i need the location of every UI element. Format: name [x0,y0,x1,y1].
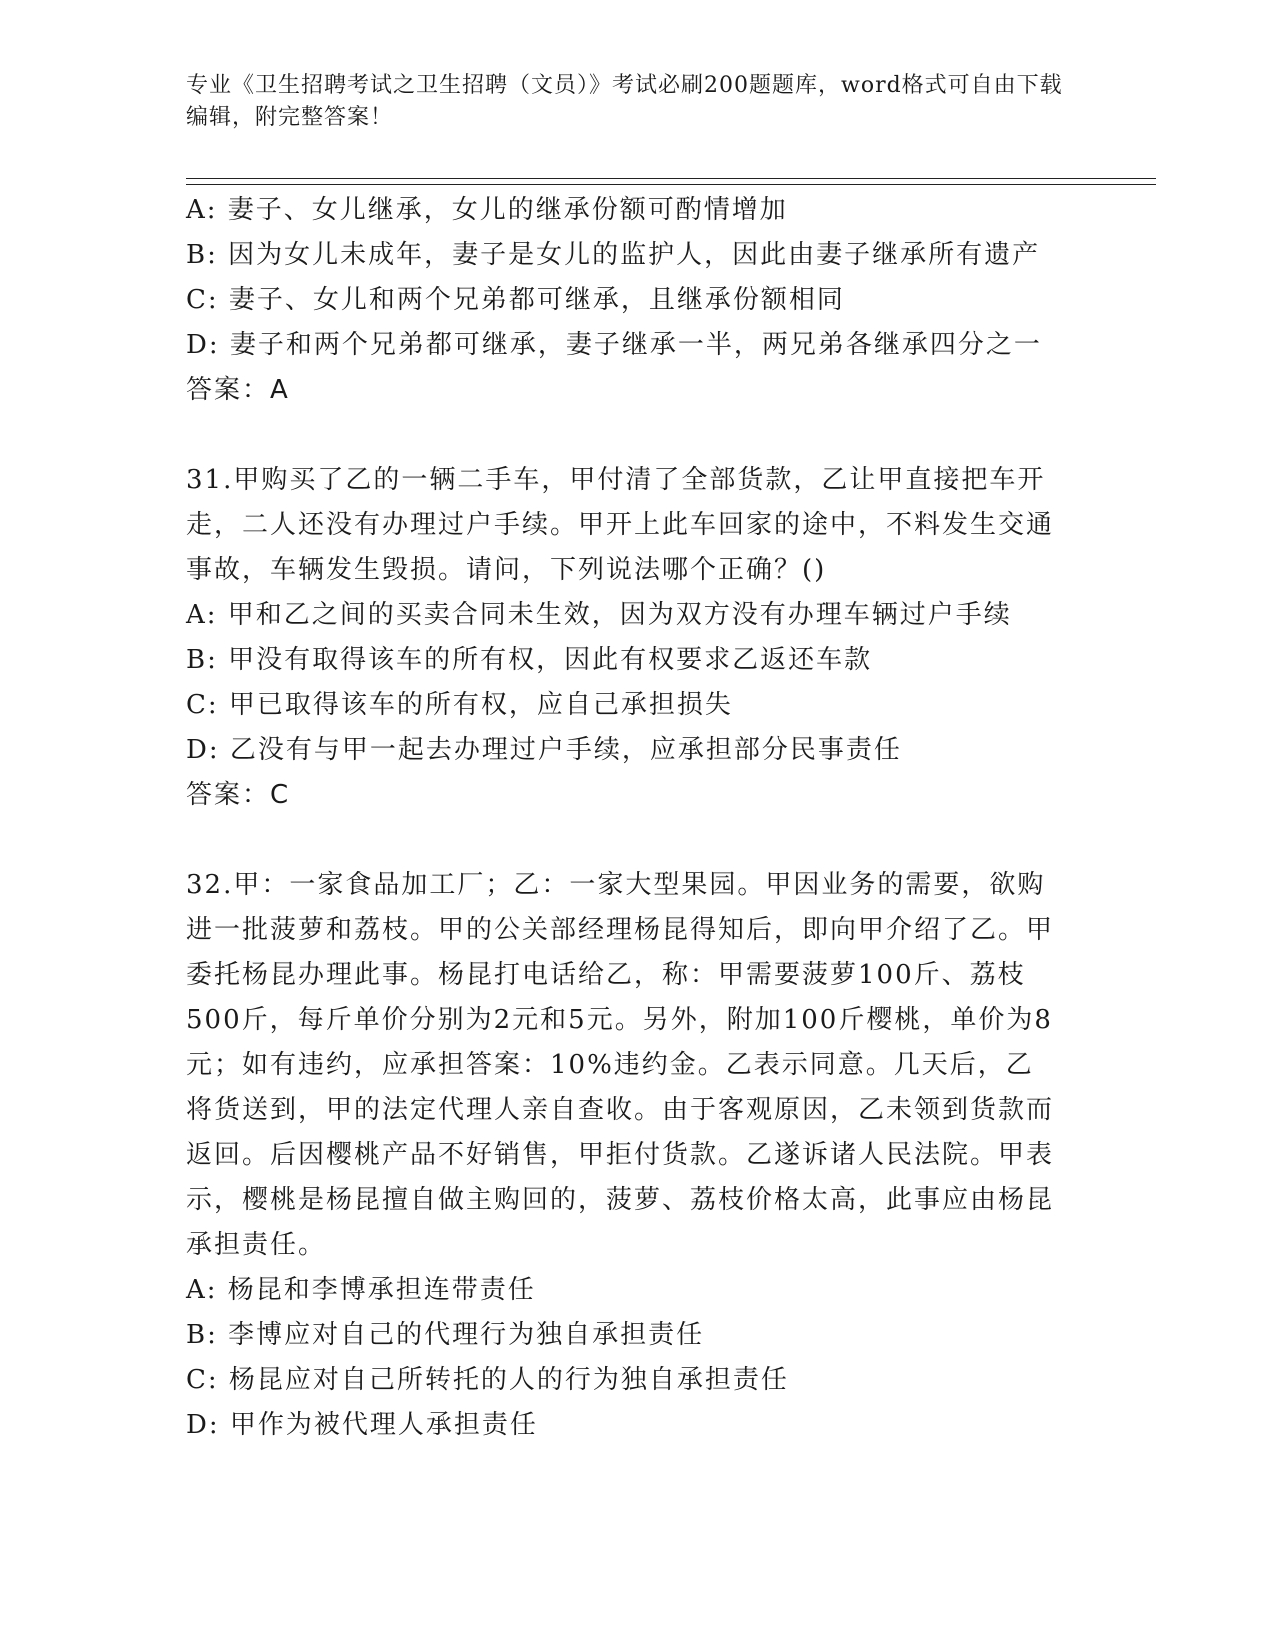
answer: 答案：A [186,375,290,405]
option-b: B: 甲没有取得该车的所有权，因此有权要求乙返还车款 [186,645,873,675]
document-body [186,188,1156,1448]
question-30 [186,188,1156,413]
answer: 答案：C [186,780,291,810]
option-b: B: 因为女儿未成年，妻子是女儿的监护人，因此由妻子继承所有遗产 [186,240,1041,270]
option-a: A: 杨昆和李博承担连带责任 [186,1275,536,1305]
option-b: B: 李博应对自己的代理行为独自承担责任 [186,1320,705,1350]
option-d: D: 乙没有与甲一起去办理过户手续，应承担部分民事责任 [186,735,902,765]
header-divider [186,178,1156,185]
question-32 [186,863,1156,1448]
option-d: D: 妻子和两个兄弟都可继承，妻子继承一半，两兄弟各继承四分之一 [186,330,1042,360]
spacer [186,818,1156,863]
option-d: D: 甲作为被代理人承担责任 [186,1410,538,1440]
question-stem: 32.甲：一家食品加工厂；乙：一家大型果园。甲因业务的需要，欲购进一批菠萝和荔枝。甲的公关部经理杨昆得知后，即向甲介绍了乙。甲委托杨昆办理此事。杨昆打电话给乙，称：甲需要菠萝100斤、荔枝500斤，每斤单价分别为2元和5元。另外，附加100斤樱桃，单价为8元；如有违约，应承担答案：10%违约金。乙表示同意。几天后，乙将货送到，甲的法定代理人亲自查收。由于客观原因，乙未领到货款而返回。后因樱桃产品不好销售，甲拒付货款。乙遂诉诸人民法院。甲表示，樱桃是杨昆擅自做主购回的，菠萝、荔枝价格太高，此事应由杨昆承担责任。 [186,870,1055,1260]
document-page [186,70,1156,1440]
question-stem: 31.甲购买了乙的一辆二手车，甲付清了全部货款，乙让甲直接把车开走，二人还没有办理过户手续。甲开上此车回家的途中，不料发生交通事故，车辆发生毁损。请问，下列说法哪个正确？() [186,465,1055,585]
spacer [186,413,1156,458]
option-a: A: 妻子、女儿继承，女儿的继承份额可酌情增加 [186,195,788,225]
option-c: C: 杨昆应对自己所转托的人的行为独自承担责任 [186,1365,789,1395]
option-c: C: 妻子、女儿和两个兄弟都可继承，且继承份额相同 [186,285,845,315]
question-31 [186,458,1156,818]
option-c: C: 甲已取得该车的所有权，应自己承担损失 [186,690,733,720]
option-a: A: 甲和乙之间的买卖合同未生效，因为双方没有办理车辆过户手续 [186,600,1012,630]
document-header: 专业《卫生招聘考试之卫生招聘（文员）》考试必刷200题题库，word格式可自由下载编辑，附完整答案！ [186,73,1063,130]
